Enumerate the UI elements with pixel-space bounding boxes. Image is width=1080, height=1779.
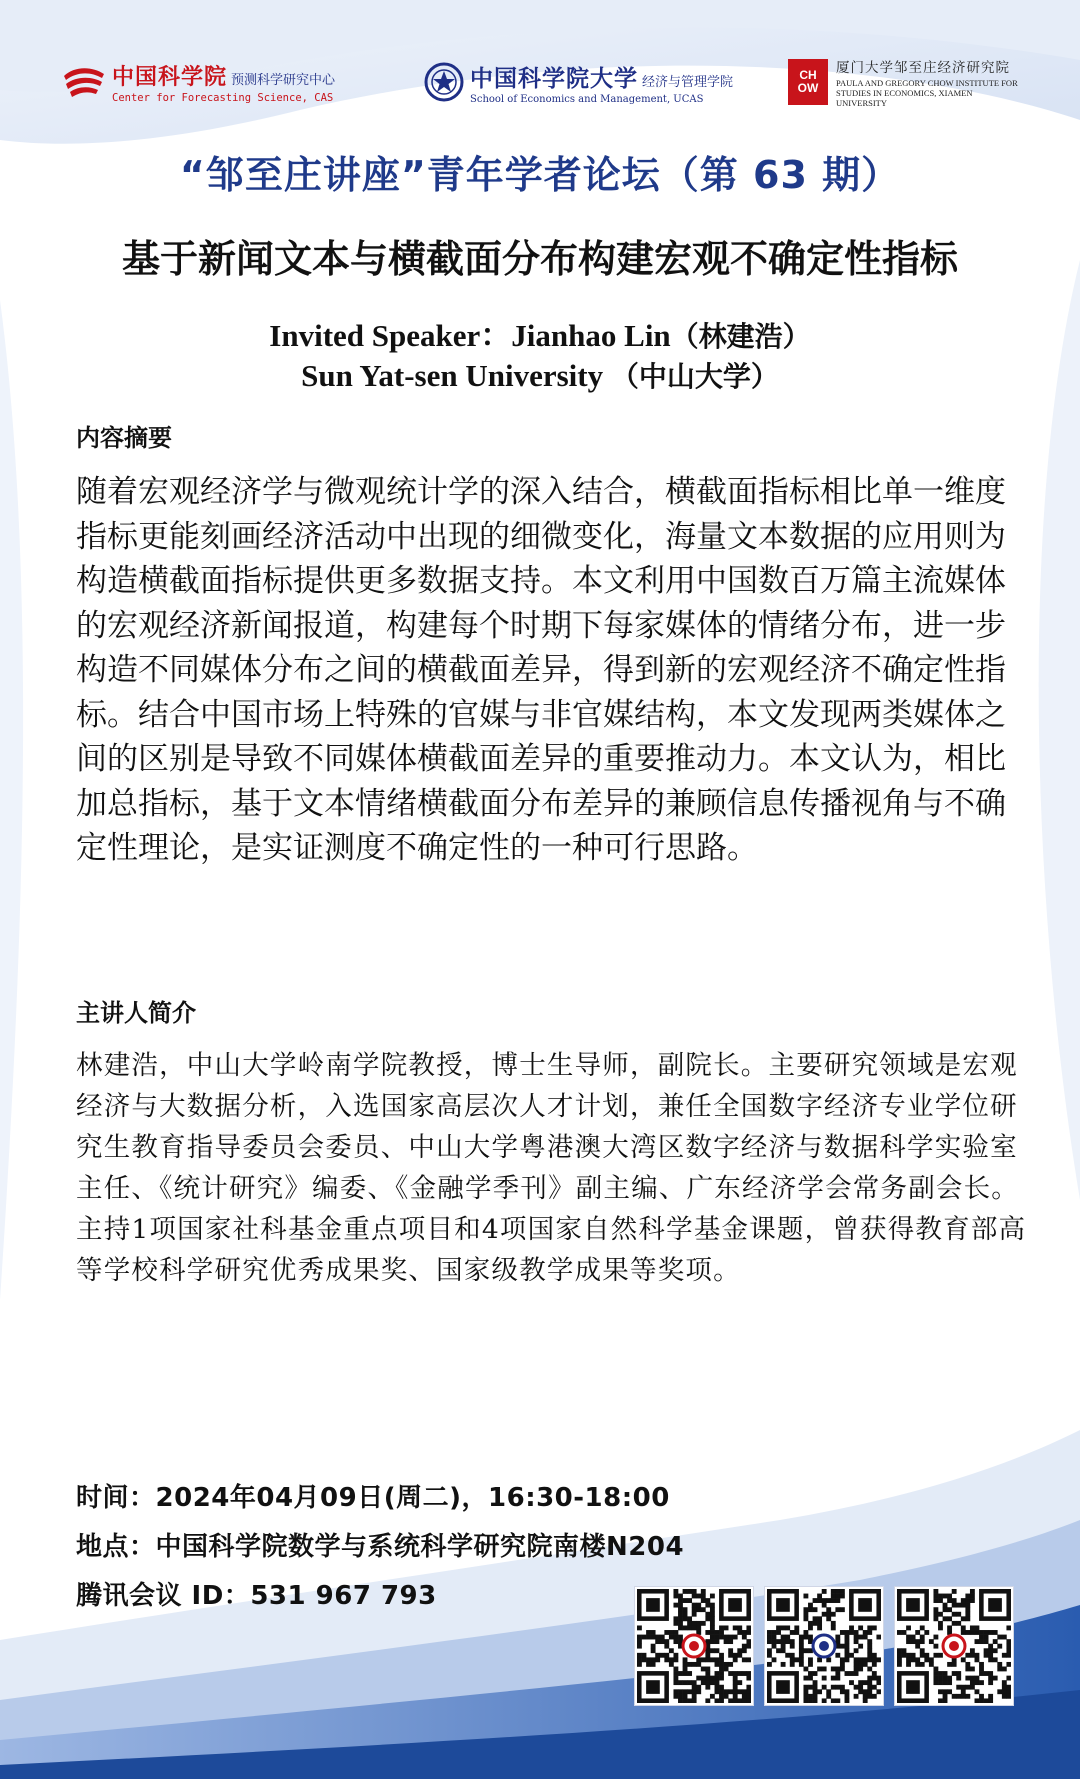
event-place [76,1526,684,1563]
affiliation-en: Sun Yat-sen University [301,358,604,393]
abstract-heading: 内容摘要 [76,424,172,452]
meeting-label: 腾讯会议 ID： [76,1581,251,1611]
cas-name-cn: 中国科学院 [112,64,228,90]
ucas-school-name-cn: 经济与管理学院 [642,74,734,90]
cfs-cas-logo [62,52,402,112]
ucas-school-name-en: School of Economics and Management, UCAS [470,93,704,105]
cfs-center-name-cn: 预测科学研究中心 [231,73,336,88]
chow-institute-logo [788,52,1080,112]
chow-name-cn: 厦门大学邹至庄经济研究院 [836,60,1010,76]
chow-emblem-icon [788,59,828,105]
speaker-line [0,310,1080,355]
qr-code-row [635,1587,1015,1703]
qr-code-cfs-icon[interactable] [635,1587,753,1705]
meeting-value: 531 967 793 [250,1581,437,1611]
ucas-sem-logo [424,52,784,112]
speaker-label: Invited Speaker： [269,318,512,353]
talk-title: 基于新闻文本与横截面分布构建宏观不确定性指标 [121,236,958,281]
bio-heading: 主讲人简介 [76,999,196,1027]
logo-row [62,52,1022,112]
chow-name-en: PAULA AND GREGORY CHOW INSTITUTE FOR STUDIES IN ECONOMICS, XIAMEN UNIVERSITY [836,78,1018,108]
place-label: 地点： [76,1532,156,1562]
abstract-text: 随着宏观经济学与微观统计学的深入结合，横截面指标相比单一维度指标更能刻画经济活动中出现的细微变化，海量文本数据的应用则为构造横截面指标提供更多数据支持。本文利用中国数百万篇主流媒体的宏观经济新闻报道，构建每个时期下每家媒体的情绪分布，进一步构造不同媒体分布之间的横截面差异，得到新的宏观经济不确定性指标。结合中国市场上特殊的官媒与非官媒结构，本文发现两类媒体之间的区别是导致不同媒体横截面差异的重要推动力。本文认为，相比加总指标，基于文本情绪横截面分布差异的兼顾信息传播视角与不确定性理论，是实证测度不确定性的一种可行思路。 [76,474,1006,866]
qr-code-ucas-icon[interactable] [765,1587,883,1705]
cas-emblem-icon [62,62,106,102]
affiliation-line [0,355,1080,395]
chow-mark-line1: CH [799,68,817,82]
event-time [76,1477,670,1514]
chow-mark-line2: OW [797,81,819,95]
place-value: 中国科学院数学与系统科学研究院南楼N204 [155,1532,685,1562]
affiliation-cn: （中山大学） [610,360,779,393]
bio-text: 林建浩，中山大学岭南学院教授，博士生导师，副院长。主要研究领域是宏观经济与大数据分析，入选国家高层次人才计划，兼任全国数字经济专业学位研究生教育指导委员会委员、中山大学粤港澳大湾区数字经济与数据科学实验室主任、《统计研究》编委、《金融学季刊》副主编、广东经济学会常务副会长。主持1项国家社科基金重点项目和4项国家自然科学基金课题，曾获得教育部高等学校科学研究优秀成果奖、国家级教学成果等奖项。 [76,1050,1027,1286]
forum-title: “邹至庄讲座”青年学者论坛（第 63 期） [179,153,901,197]
qr-code-chow-icon[interactable] [895,1587,1013,1705]
ucas-emblem-icon [424,62,464,102]
time-value: 2024年04月09日(周二)，16:30-18:00 [155,1483,670,1513]
speaker-name-en: Jianhao Lin [511,318,671,353]
cfs-name-en: Center for Forecasting Science, CAS [112,92,334,104]
time-label: 时间： [76,1483,156,1513]
speaker-name-cn: （林建浩） [670,320,811,353]
ucas-name-cn: 中国科学院大学 [470,64,638,92]
event-meeting-id [76,1575,437,1612]
